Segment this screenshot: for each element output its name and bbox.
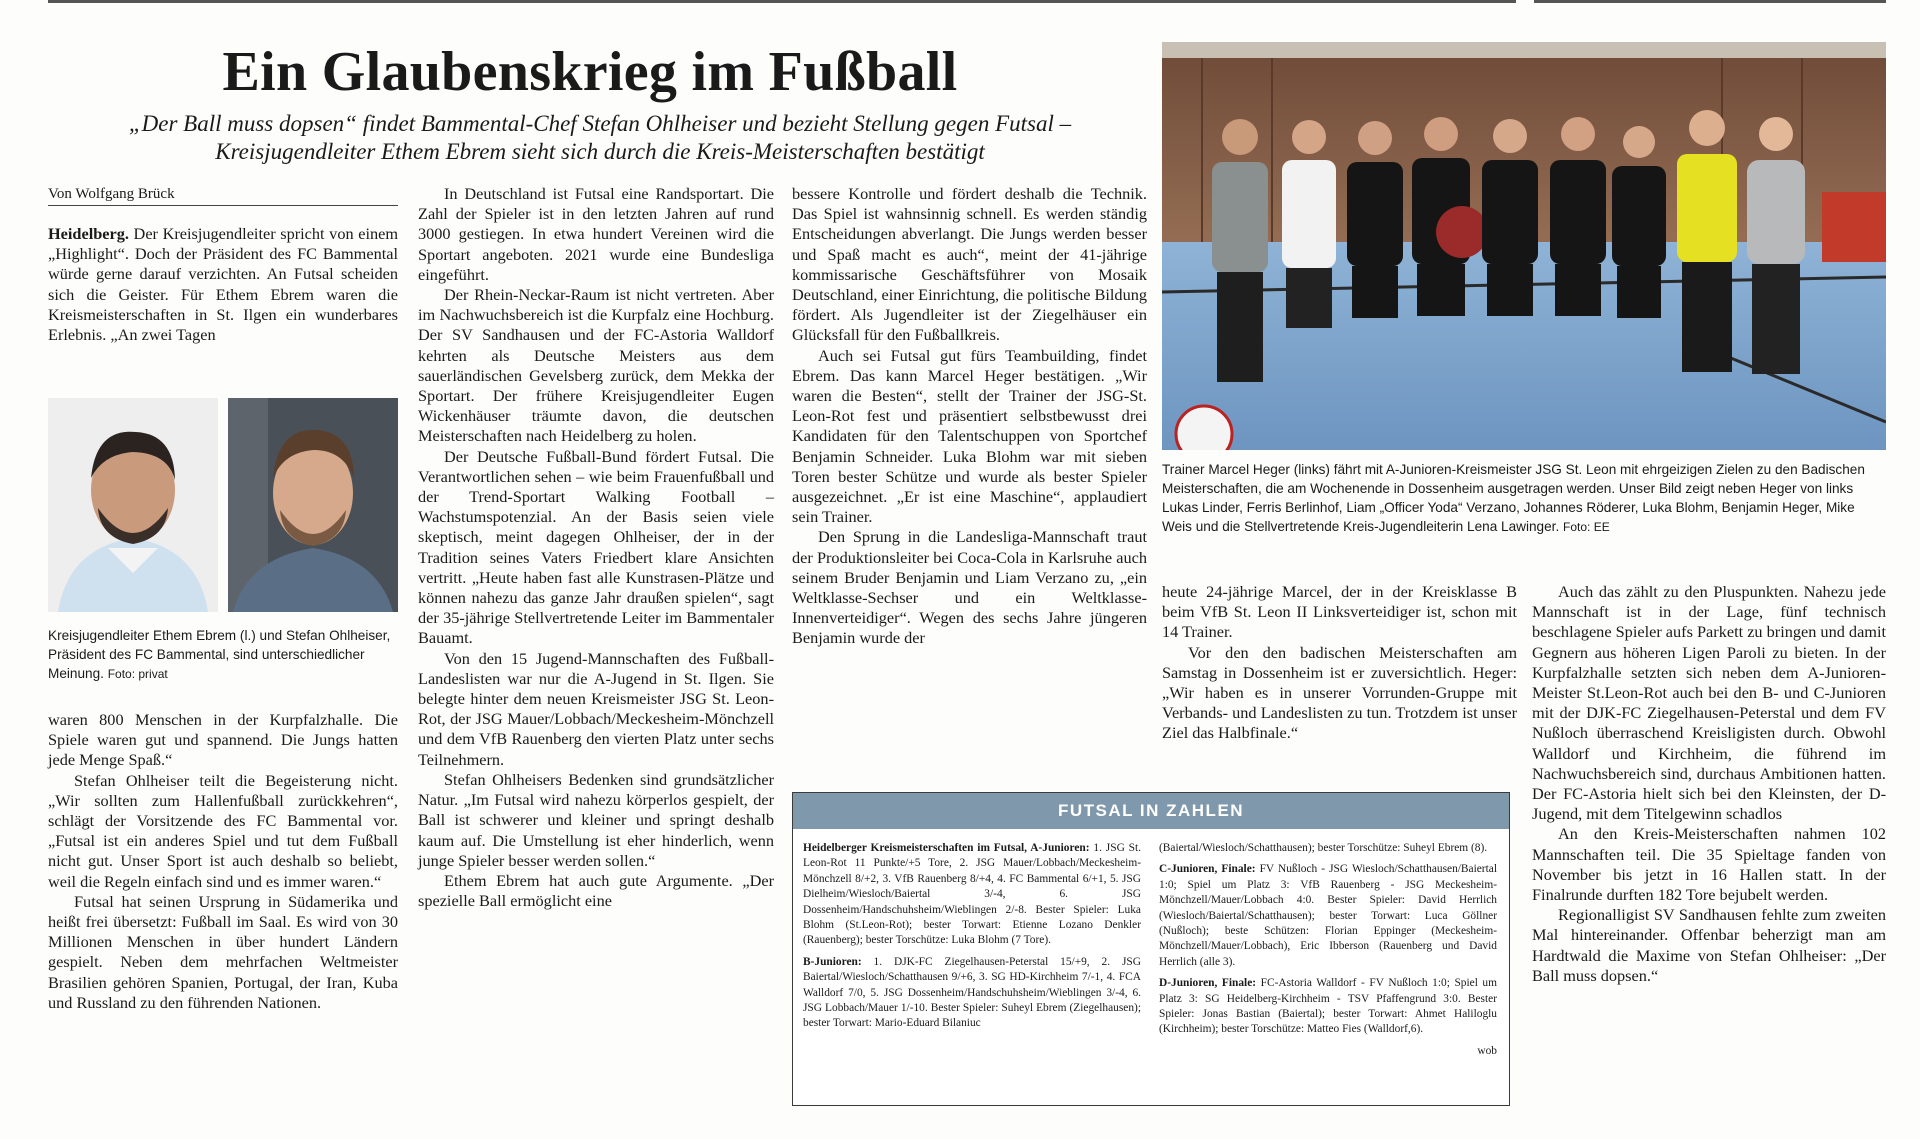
headline: Ein Glaubenskrieg im Fußball	[222, 41, 958, 103]
factbox-entry-text: FV Nußloch - JSG Wiesloch/Schatthausen/Baiertal 1:0; Spiel um Platz 3: VfB Rauenberg - JSG Meckesheim-Mönchzell/Mauer/Lobbach 4:0. Bester Spieler: David Herrlich (Wiesloch/Baiertal/Schatthausen); bester Torwart: Luca Göllner (Nußloch); beste Schützen: Florian Eppinger (Meckesheim-Mönchzell/Mauer/Lobbach), Eric Ibberson (Rauenberg und David Herrlich (alle 3).	[1159, 863, 1497, 968]
team-photo	[1162, 42, 1886, 450]
column-2	[418, 184, 774, 911]
col5-paragraph: An den Kreis-Meisterschaften nahmen 102 Mannschaften teil. Die 35 Spieltage fanden von November bis jetzt in 16 Hallen statt. In der Finalrunde durften 182 Tore bejubelt werden.	[1532, 824, 1886, 905]
col4-paragraph: heute 24-jährige Marcel, der in der Kreisklasse B beim VfB St. Leon II Linksverteidiger ist, schon mit 14 Trainer.	[1162, 582, 1517, 642]
column-3	[792, 184, 1147, 649]
factbox-entry	[803, 955, 1141, 1032]
col2-paragraph: Ethem Ebrem hat auch gute Argumente. „Der spezielle Ball ermöglicht eine	[418, 870, 774, 911]
col1-paragraph: Futsal hat seinen Ursprung in Südamerika und heißt frei übersetzt: Fußball im Saal. Es wird von 30 Millionen Menschen in über hundert Ländern gespielt. Neben dem mehrfachen Weltmeister Brasilien gehören Spanien, Portugal, der Iran, Kuba und Russland zu den führenden Nationen.	[48, 891, 398, 1012]
col1-paragraph: Stefan Ohlheiser teilt die Begeisterung nicht. „Wir sollten zum Hallenfußball zurückkehren“, schlägt der Vorsitzende des FC Bammental vor. „Futsal ist ein anderes Spiel und tut dem Fußball nicht gut. Unser Sport ist auch deshalb so beliebt, weil die Regeln einfach sind und es immer waren.“	[48, 770, 398, 891]
top-rule-right	[1534, 0, 1886, 3]
col1-paragraph: waren 800 Menschen in der Kurpfalzhalle. Die Spiele waren gut und spannend. Die Jungs hatten jede Menge Spaß.“	[48, 710, 398, 770]
portrait-caption-text: Kreisjugendleiter Ethem Ebrem (l.) und Stefan Ohlheiser, Präsident des FC Bammental, sind unterschiedlicher Meinung.	[48, 628, 391, 681]
intro-text: Der Kreisjugendleiter spricht von einem „Highlight“. Doch der Präsident des FC Bammental würde gerne darauf verzichten. An Futsal scheiden sich die Geister. Für Ethem Ebrem waren die Kreismeisterschaften in St. Ilgen ein wunderbares Erlebnis. „An zwei Tagen	[48, 224, 398, 345]
factbox-entry-heading: D-Junioren, Finale:	[1159, 977, 1257, 990]
factbox-entry-heading: C-Junioren, Finale:	[1159, 863, 1256, 876]
col5-paragraph: Regionalligist SV Sandhausen fehlte zum zweiten Mal hintereinander. Offenbar beherzigt man am Hardtwald die Maxime von Stefan Ohlheiser: „Der Ball muss dopsen.“	[1532, 905, 1886, 985]
team-photo-credit: Foto: EE	[1563, 520, 1610, 534]
portrait-caption	[48, 626, 398, 684]
factbox-entry-heading: Heidelberger Kreismeisterschaften im Futsal, A-Junioren:	[803, 842, 1090, 854]
factbox-signature	[1159, 1044, 1497, 1059]
factbox-entry-text: (Baiertal/Wiesloch/Schatthausen); bester Torschütze: Suheyl Ebrem (8).	[1159, 842, 1488, 854]
factbox-entry-text: FC-Astoria Walldorf - FV Nußloch 1:0; Spiel um Platz 3: SG Heidelberg-Kirchheim - TSV Pfaffengrund 3:0. Bester Spieler: Jonas Bastian (Baiertal); bester Torwart: Ahmet Haliloglu (Kirchheim); bester Torschütze: Matteo Fies (Walldorf,6).	[1159, 977, 1497, 1036]
column-5	[1532, 582, 1886, 986]
col2-paragraph: In Deutschland ist Futsal eine Randsportart. Die Zahl der Spieler ist in den letzten Jahren auf rund 3000 gestiegen. In etwa hundert Vereinen wird die Sportart angeboten. 2021 wurde eine Bundesliga eingeführt.	[418, 184, 774, 284]
col3-paragraph: Auch sei Futsal gut fürs Teambuilding, findet Ebrem. Das kann Marcel Heger bestätigen. „Wir waren die Besten“, stellt der Trainer der JSG-St. Leon-Rot fest und präsentiert selbstbewusst drei Kandidaten für den Talentschuppen von Sportchef Benjamin Schneider. Luka Blohm war mit sieben Toren bester Schütze und wurde als bester Spieler ausgezeichnet. „Er ist eine Maschine“, applaudiert sein Trainer.	[792, 345, 1147, 527]
col2-paragraph: Der Deutsche Fußball-Bund fördert Futsal. Die Verantwortlichen sehen – wie beim Frauenfußball und der Trend-Sportart Walking Football – Wachstumspotenzial. An der Basis seien viele skeptisch, meint dagegen Ohlheiser, der in der Tradition seines Vaters Friedbert klare Ansichten vertritt. „Heute haben fast alle Kunstrasen-Plätze und können nahezu das ganze Jahr draußen spielen“, sagt der 35-jährige Stellvertretende Leiter im Bammentaler Bauamt.	[418, 446, 774, 648]
col2-paragraph: Der Rhein-Neckar-Raum ist nicht vertreten. Aber im Nachwuchsbereich ist die Kurpfalz eine Hochburg. Der SV Sandhausen und der FC-Astoria Walldorf kehrten als Deutsche Meisters aus dem sauerländischen Gevelsberg zurück, dem Mekka der Sportart. Der frühere Kreisjugendleiter Eugen Wickenhäuser träumte davon, die deutschen Meisterschaften nach Heidelberg zu holen.	[418, 285, 774, 446]
col2-paragraph: Von den 15 Jugend-Mannschaften des Fußball-Landeslisten war nur die A-Jugend in St. Ilgen. Sie belegte hinter dem neuen Kreismeister JSG St. Leon-Rot, der JSG Mauer/Lobbach/Meckesheim-Mönchzell und dem VfB Rauenberg den vierten Platz unter sechs Teilnehmern.	[418, 648, 774, 769]
factbox-entry	[1159, 841, 1497, 856]
team-photo-caption-text: Trainer Marcel Heger (links) fährt mit A-Junioren-Kreismeister JSG St. Leon mit ehrgeizigen Zielen zu den Badischen Meisterschaften, die am Wochenende in Dossenheim ausgetragen werden. Unser Bild zeigt neben Heger von links Lukas Linder, Ferris Berlinhof, Liam „Officer Yoda“ Verzano, Johannes Röderer, Luka Blohm, Benjamin Heger, Mike Weis und die Stellvertretende Kreis-Jugendleiterin Lena Lawinger.	[1162, 462, 1865, 534]
byline: Von Wolfgang Brück	[48, 186, 398, 206]
team-photo-caption	[1162, 460, 1886, 537]
factbox-left-column	[803, 841, 1141, 1038]
factbox-entry-text: 1. DJK-FC Ziegelhausen-Peterstal 15/+9, 2. JSG Baiertal/Wiesloch/Schatthausen 9/+6, 3. SG HD-Kirchheim 7/-1, 4. FCA Walldorf 7/0, 5. JSG Dossenheim/Handschuhsheim/Wieblingen 3/-4, 6. JSG Lobbach/Mauer 1/-10. Bester Spieler: Suheyl Ebrem (Ziegelhausen); bester Torwart: Mario-Eduard Bilaniuc	[803, 955, 1141, 1030]
column-4	[1162, 582, 1517, 744]
portrait-ohlheiser	[228, 398, 398, 612]
factbox-entry-heading: B-Junioren:	[803, 955, 862, 968]
col3-paragraph: Den Sprung in die Landesliga-Mannschaft traut der Produktionsleiter bei Coca-Cola in Karlsruhe auch seinem Bruder Benjamin und Liam Verzano zu, „ein Weltklasse-Sechser und ein Weltklasse-Innenverteidiger“. Wegen des sechs Jahre jüngeren Benjamin wurde der	[792, 527, 1147, 648]
column-1-top	[48, 224, 398, 345]
subheadline: „Der Ball muss dopsen“ findet Bammental-Chef Stefan Ohlheiser und bezieht Stellung gegen Futsal – Kreisjugendleiter Ethem Ebrem sieht sich durch die Kreis-Meisterschaften bestätigt	[128, 111, 1072, 164]
factbox-title: FUTSAL IN ZAHLEN	[793, 793, 1509, 829]
factbox-entry	[1159, 976, 1497, 1038]
factbox-right-column	[1159, 841, 1497, 1065]
factbox-entry-text: 1. JSG St. Leon-Rot 11 Punkte/+5 Tore, 2. JSG Mauer/Lobbach/Meckesheim-Mönchzell 8/+2, 3. VfB Rauenberg 8/+4, 4. FC Bammental 6/+1, 5. JSG Dielheim/Wiesloch/Baiertal 3/-4, 6. JSG Dossenheim/Handschuhsheim/Wieblingen 2/-8. Bester Spieler: Luka Blohm (St.Leon-Rot); bester Torwart: Etienne Lozano Denkler (Rauenberg); bester Torschütze: Luka Blohm (7 Tore).	[803, 842, 1141, 947]
factbox-entry	[1159, 862, 1497, 970]
col5-paragraph: Auch das zählt zu den Pluspunkten. Nahezu jede Mannschaft ist in der Lage, fünf technisch beschlagene Spieler aufs Parkett zu bringen und damit Gegnern aus höheren Ligen Paroli zu bieten. In der Kurpfalzhalle setzten sich neben dem A-Junioren-Meister St.Leon-Rot auch bei den B- und C-Junioren mit der DJK-FC Ziegelhausen-Peterstal und dem FV Nußloch überraschend Kreisligisten durch. Obwohl Walldorf und Kirchheim, die führend im Nachwuchsbereich sind, durchaus Ambitionen hatten. Der FC-Astoria hielt sich bei den Kleinsten, der D-Jugend, mit dem Titelgewinn schadlos	[1532, 582, 1887, 824]
futsal-factbox	[792, 792, 1510, 1106]
portrait-credit: Foto: privat	[107, 667, 168, 681]
dateline: Heidelberg.	[48, 224, 129, 243]
portrait-ebrem	[48, 398, 218, 612]
col4-paragraph: Vor den den badischen Meisterschaften am Samstag in Dossenheim ist er zuversichtlich. Heger: „Wir haben es in unserer Vorrunden-Gruppe mit Verbands- und Landeslisten zu tun. Trotzdem ist unser Ziel das Halbfinale.“	[1162, 642, 1517, 743]
factbox-entry	[803, 841, 1141, 949]
column-1-bottom	[48, 710, 398, 1013]
col3-paragraph: bessere Kontrolle und fördert deshalb die Technik. Das Spiel ist wahnsinnig schnell. Es werden ständig Entscheidungen abverlangt. Die Jungs werden besser und Spaß macht es auch“, meint der 41-jährige kommissarische Geschäftsführer von Mosaik Deutschland, einer Einrichtung, die politische Bildung fördert. Als Jugendleiter ist der Ziegelhäuser ein Glücksfall für den Fußballkreis.	[792, 184, 1147, 345]
col2-paragraph: Stefan Ohlheisers Bedenken sind grundsätzlicher Natur. „Im Futsal wird nahezu körperlos gespielt, der Ball ist schwerer und kleiner und springt deshalb kaum auf. Die Umstellung ist eher hinderlich, wenn junge Spieler besser werden sollen.“	[418, 769, 774, 870]
factbox-author: wob	[1477, 1044, 1497, 1057]
top-rule-left	[48, 0, 1516, 3]
